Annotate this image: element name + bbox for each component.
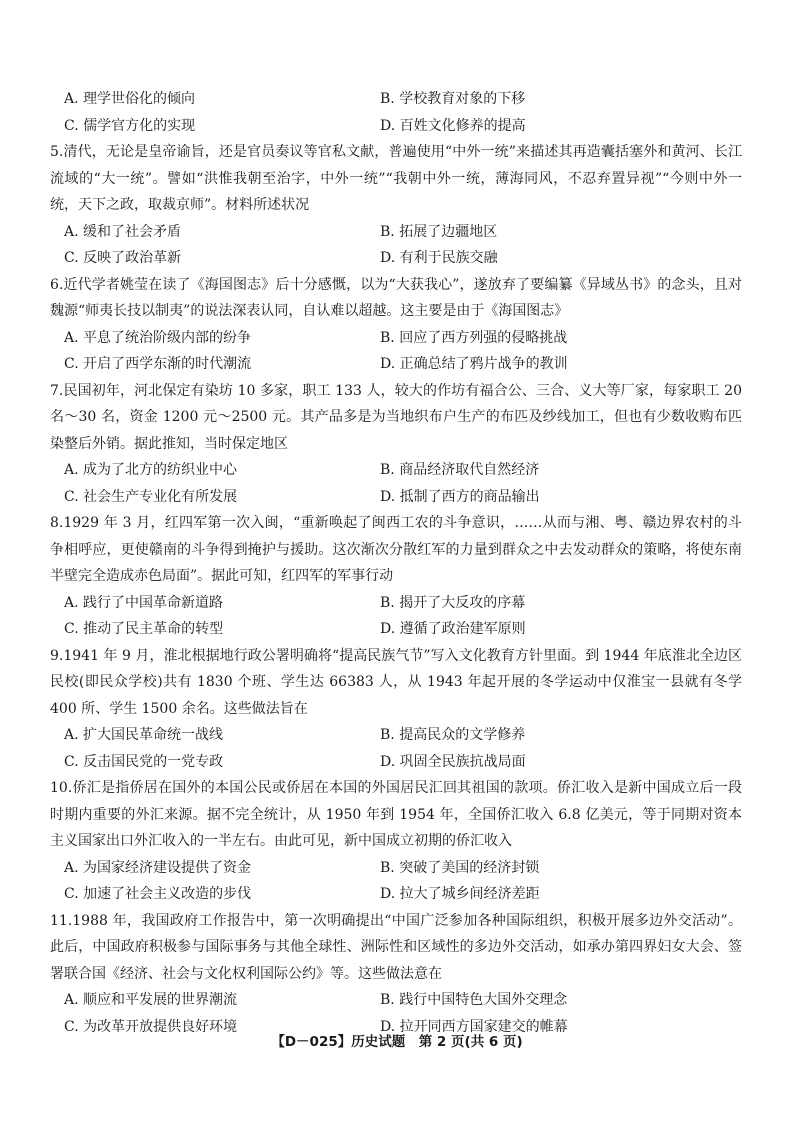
q6-options-row-1 [0, 325, 794, 352]
q10-option-d[interactable]: D. 拉大了城乡间经济差距 [380, 886, 540, 902]
question-6 [0, 272, 794, 325]
q11-options-row-1 [0, 987, 794, 1014]
q5-options-row-1 [0, 219, 794, 246]
q5-options-row-2 [0, 245, 794, 272]
question-stem: 9.1941 年 9 月，淮北根据地行政公署明确将“提高民族气节”写入文化教育方针里面。到 1944 年底淮北全边区民校(即民众学校)共有 1830 个班、学生达 66383 人，从 1943 年起开展的冬学运动中仅淮宝一县就有冬学 400 所、学生 1500 余名。这些做法旨在 [50, 647, 742, 717]
q4-options-row-1 [0, 86, 794, 113]
q10-options-row-2 [0, 881, 794, 908]
q8-option-b[interactable]: B. 揭开了大反攻的序幕 [380, 594, 526, 611]
q7-option-c[interactable]: C. 社会生产专业化有所发展 [64, 488, 238, 505]
question-stem: 11.1988 年，我国政府工作报告中，第一次明确提出“中国广泛参加各种国际组织，积极开展多边外交活动”。此后，中国政府积极参与国际事务与其他全球性、洲际性和区域性的多边外交活动，如承办第四界妇女大会、签署联合国《经济、社会与文化权利国际公约》等。这些做法意在 [50, 912, 742, 982]
q10-option-b[interactable]: B. 突破了美国的经济封锁 [380, 859, 540, 876]
q10-option-a[interactable]: A. 为国家经济建设提供了资金 [64, 859, 252, 876]
question-11 [0, 908, 794, 988]
question-7 [0, 378, 794, 458]
q8-option-d[interactable]: D. 遵循了政治建军原则 [380, 621, 526, 637]
question-stem: 6.近代学者姚莹在读了《海国图志》后十分感慨，以为“大获我心”，遂放弃了要编纂《异域丛书》的念头，且对魏源“师夷长技以制夷”的说法深表认同，自认难以超越。这主要是由于《海国图志》 [50, 276, 742, 319]
question-8 [0, 510, 794, 590]
q9-options-row-1 [0, 722, 794, 749]
q9-options-row-2 [0, 749, 794, 776]
q5-option-d[interactable]: D. 有利于民族交融 [380, 250, 498, 266]
q10-option-c[interactable]: C. 加速了社会主义改造的步伐 [64, 886, 252, 902]
q9-option-b[interactable]: B. 提高民众的文学修养 [380, 727, 526, 743]
q8-options-row-2 [0, 616, 794, 643]
question-stem: 10.侨汇是指侨居在国外的本国公民或侨居在本国的外国居民汇回其祖国的款项。侨汇收入是新中国成立后一段时期内重要的外汇来源。据不完全统计，从 1950 年到 1954 年，全国侨汇收入 6.8 亿美元，等于同期对资本主义国家出口外汇收入的一半左右。由此可见，新中国成立初期的侨汇收入 [50, 780, 742, 849]
q10-options-row-1 [0, 855, 794, 882]
question-9 [0, 643, 794, 723]
q11-option-a[interactable]: A. 顺应和平发展的世界潮流 [64, 992, 238, 1008]
q8-option-c[interactable]: C. 推动了民主革命的转型 [64, 621, 224, 637]
q7-options-row-2 [0, 484, 794, 511]
page-footer: 【D－025】历史试题 第 2 页(共 6 页) [271, 1034, 523, 1050]
q7-option-d[interactable]: D. 抵制了西方的商品输出 [380, 488, 540, 505]
q8-option-a[interactable]: A. 践行了中国革命新道路 [64, 594, 224, 611]
question-10 [0, 775, 794, 855]
q9-option-d[interactable]: D. 巩固全民族抗战局面 [380, 753, 526, 770]
q4-option-c[interactable]: C. 儒学官方化的实现 [64, 117, 196, 134]
question-stem: 7.民国初年，河北保定有染坊 10 多家，职工 133 人，较大的作坊有福合公、三合、义大等厂家，每家职工 20 名～30 名，资金 1200 元～2500 元。其产品多是为当地织布户生产的布匹及纱线加工，但也有少数收购布匹染整后外销。据此推知，当时保定地区 [50, 382, 742, 452]
q4-options-row-2 [0, 113, 794, 140]
q6-option-b[interactable]: B. 回应了西方列强的侵略挑战 [380, 329, 568, 346]
question-stem: 8.1929 年 3 月，红四军第一次入闽，“重新唤起了闽西工农的斗争意识，……从而与湘、粤、赣边界农村的斗争相呼应，更使赣南的斗争得到掩护与援助。这次渐次分散红军的力量到群众之中去发动群众的策略，将使东南半壁完全造成赤色局面”。据此可知，红四军的军事行动 [50, 515, 742, 584]
q7-option-a[interactable]: A. 成为了北方的纺织业中心 [64, 462, 238, 478]
q9-option-c[interactable]: C. 反击国民党的一党专政 [64, 753, 224, 770]
q4-option-a[interactable]: A. 理学世俗化的倾向 [64, 91, 196, 107]
question-stem: 5.清代，无论是皇帝谕旨，还是官员奏议等官私文献，普遍使用“中外一统”来描述其再造囊括塞外和黄河、长江流域的“大一统”。譬如“洪惟我朝至治字，中外一统”“我朝中外一统，薄海同风，不忍弃置异视”“今则中外一统，天下之政，取裁京师”。材料所述状况 [50, 144, 742, 213]
q5-option-a[interactable]: A. 缓和了社会矛盾 [64, 223, 182, 240]
q11-option-b[interactable]: B. 践行中国特色大国外交理念 [380, 992, 568, 1008]
q5-option-b[interactable]: B. 拓展了边疆地区 [380, 223, 498, 240]
q7-options-row-1 [0, 457, 794, 484]
q4-option-b[interactable]: B. 学校教育对象的下移 [380, 91, 526, 107]
q6-options-row-2 [0, 351, 794, 378]
q6-option-a[interactable]: A. 平息了统治阶级内部的纷争 [64, 329, 252, 346]
q5-option-c[interactable]: C. 反映了政治革新 [64, 250, 182, 266]
q7-option-b[interactable]: B. 商品经济取代自然经济 [380, 462, 540, 478]
q9-option-a[interactable]: A. 扩大国民革命统一战线 [64, 727, 224, 743]
q11-option-c[interactable]: C. 为改革开放提供良好环境 [64, 1018, 238, 1035]
q6-option-d[interactable]: D. 正确总结了鸦片战争的教训 [380, 356, 568, 372]
q8-options-row-1 [0, 590, 794, 617]
q11-option-d[interactable]: D. 拉开同西方国家建交的帷幕 [380, 1018, 568, 1035]
question-5 [0, 139, 794, 219]
q6-option-c[interactable]: C. 开启了西学东渐的时代潮流 [64, 356, 252, 372]
q4-option-d[interactable]: D. 百姓文化修养的提高 [380, 117, 526, 134]
